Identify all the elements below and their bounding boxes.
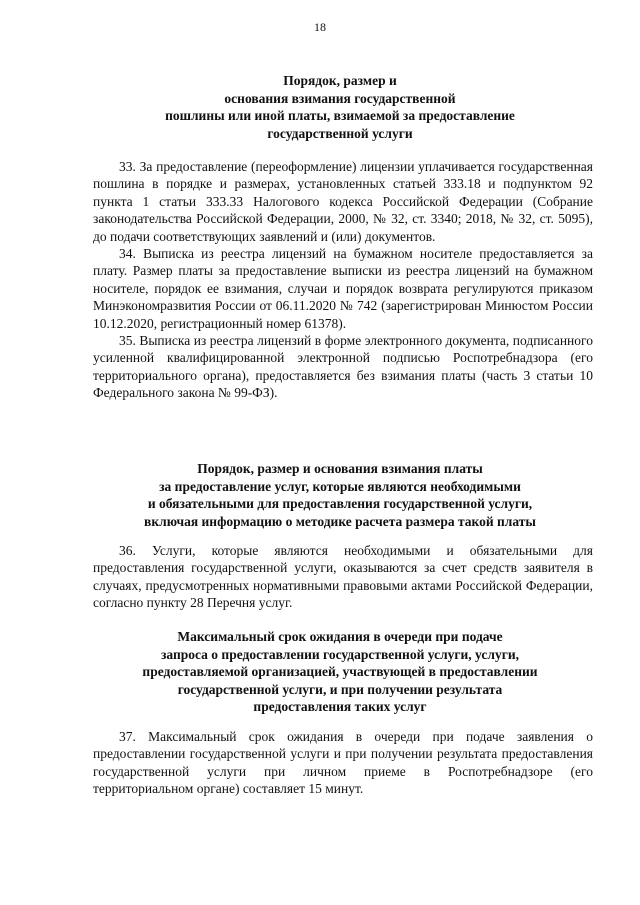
heading-line: Максимальный срок ожидания в очереди при подаче — [177, 629, 503, 644]
section-body-necessary-services — [93, 542, 593, 612]
section-body-fee — [93, 158, 593, 402]
section-heading-fee — [90, 72, 590, 142]
heading-line: государственной услуги — [267, 125, 413, 141]
heading-line: предоставляемой организацией, участвующей в предоставлении — [142, 664, 538, 679]
page-number: 18 — [314, 20, 326, 34]
section-heading-necessary-services — [90, 460, 590, 530]
heading-line: предоставления таких услуг — [253, 699, 427, 714]
heading-line: за предоставление услуг, которые являются необходимыми — [159, 478, 521, 494]
heading-line: и обязательными для предоставления государственной услуги, — [147, 496, 533, 511]
paragraph-35: 35. Выписка из реестра лицензий в форме электронного документа, подписанного усиленной квалифицированной электронной подписью Роспотребнадзора (его территориального органа), предоставляется без взимания платы (часть 3 статьи 10 Федерального закона № 99-ФЗ). — [93, 333, 593, 401]
paragraph-34: 34. Выписка из реестра лицензий на бумажном носителе предоставляется за плату. Размер платы за предоставление выписки из реестра лицензий на бумажном носителе, порядок ее взимания, случаи и порядок возврата регулируются приказом Минэкономразвития России от 06.11.2020 № 742 (зарегистрирован Минюстом России 10.12.2020, регистрационный номер 61378). — [93, 246, 593, 331]
section-body-queue-time — [93, 728, 593, 798]
heading-line: государственной услуги, и при получении результата — [177, 681, 503, 697]
paragraph-33: 33. За предоставление (переоформление) лицензии уплачивается государственная пошлина в порядке и размерах, установленных статьей 333.18 и подпунктом 92 пункта 1 статьи 333.33 Налогового кодекса Российской Федерации (Собрание законодательства Российской Федерации, 2000, № 32, ст. 3340; 2018, № 32, ст. 5095), до подачи соответствующих заявлений и (или) документов. — [93, 159, 593, 244]
heading-line: включая информацию о методике расчета размера такой платы — [144, 513, 536, 529]
paragraph-36: 36. Услуги, которые являются необходимыми и обязательными для предоставления государственной услуги, оказываются за счет средств заявителя в случаях, предусмотренных нормативными правовыми актами Российской Федерации, согласно пункту 28 Перечня услуг. — [93, 543, 593, 611]
heading-line: пошлины или иной платы, взимаемой за предоставление — [165, 108, 515, 123]
section-heading-queue-time — [90, 628, 590, 716]
heading-line: основания взимания государственной — [224, 90, 456, 106]
heading-line: Порядок, размер и — [283, 73, 397, 88]
heading-line: запроса о предоставлении государственной услуги, услуги, — [160, 646, 519, 662]
paragraph-37: 37. Максимальный срок ожидания в очереди при подаче заявления о предоставлении государственной услуги и при получении результата предоставления государственной услуги при личном приеме в Роспотребнадзоре (его территориальном органе) составляет 15 минут. — [93, 729, 593, 797]
heading-line: Порядок, размер и основания взимания платы — [197, 461, 483, 476]
